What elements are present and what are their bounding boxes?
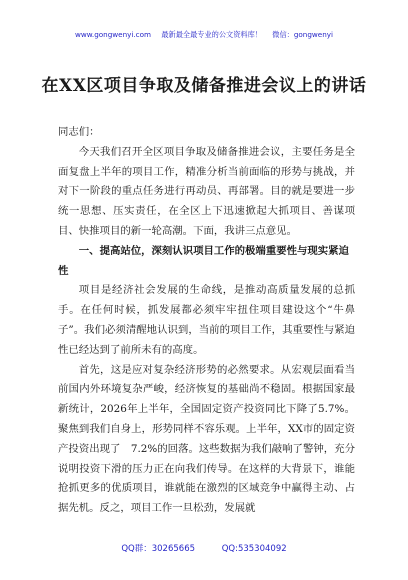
site-url-link[interactable]: www.gongwenyi.com bbox=[74, 30, 152, 39]
paragraph-economic-situation: 首先，这是应对复杂经济形势的必然要求。从宏观层面看当前国内外环境复杂严峻，经济恢复的基础尚不稳固。根据国家最新统计，2026年上半年，全国固定资产投资同比下降了5.7%。聚焦到我们自身上，形势同样不容乐观。上半年，XX市的固定资产投资出现了 7.2%的回落。这些数据为我们敲响了警钟，充分说明投资下滑的压力正在向我们传导。在这样的大背景下，谁能抢抓更多的优质项目，谁就能在激烈的区域竞争中赢得主动、占据先机。反之，项目工作一旦松劲，发展就 bbox=[58, 363, 355, 515]
paragraph-intro: 今天我们召开全区项目争取及储备推进会议，主要任务是全面复盘上半年的项目工作，精准分析当前面临的形势与挑战，并对下一阶段的重点任务进行再动员、再部署。目的就是要进一步统一思想、压实责任，在全区上下迅速掀起大抓项目、善谋项目、快推项目的新一轮高潮。下面，我讲三点意见。 bbox=[58, 145, 355, 237]
salutation: 同志们： bbox=[58, 126, 100, 138]
document-title: 在XX区项目争取及储备推进会议上的讲话 bbox=[41, 76, 367, 96]
page-header bbox=[0, 30, 408, 40]
header-wechat: 微信：gongwenyi bbox=[272, 30, 334, 39]
paragraph-project-importance: 项目是经济社会发展的生命线，是推动高质量发展的总抓手。在任何时候，抓发展都必须牢牢扭住项目建设这个“牛鼻子”。我们必须清醒地认识到，当前的项目工作，其重要性与紧迫性已经达到了前所未有的高度。 bbox=[58, 284, 355, 356]
document-body bbox=[58, 123, 355, 519]
footer-qq: QQ:535304092 bbox=[221, 544, 287, 554]
section-heading-1: 一、提高站位，深刻认识项目工作的极端重要性与现实紧迫性 bbox=[58, 244, 349, 277]
header-slogan: 最新最全最专业的公文资料库！ bbox=[161, 30, 262, 39]
page-footer bbox=[0, 542, 408, 554]
footer-qq-group: QQ群：30265665 bbox=[121, 544, 196, 554]
